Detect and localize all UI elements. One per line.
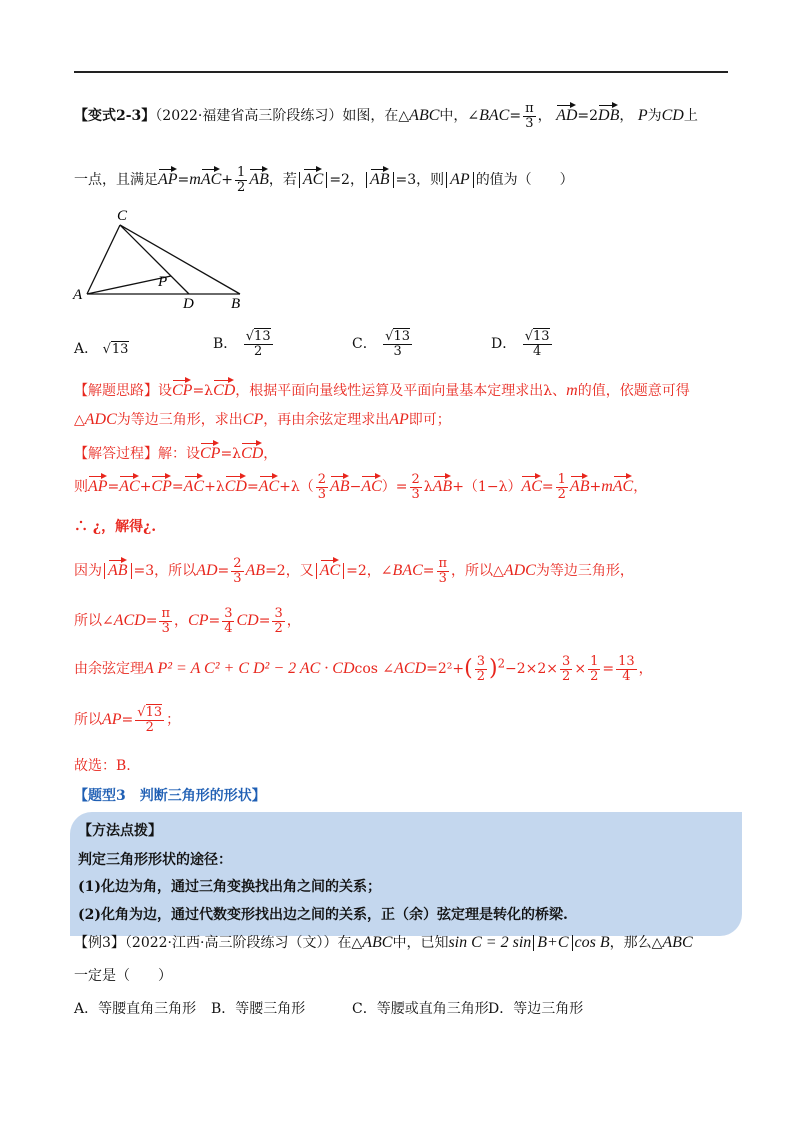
option-a[interactable] <box>74 338 129 358</box>
solution-idea-line-1 <box>74 378 690 400</box>
option-letter: B． <box>213 336 238 353</box>
fraction-num: 2 <box>317 472 327 487</box>
vector: DB <box>598 103 619 125</box>
fraction-den: 3 <box>393 343 402 359</box>
math-expr: cos B <box>574 934 610 951</box>
fraction-num: 2 <box>411 472 420 487</box>
math-var: ABC <box>409 107 440 125</box>
vector: AC <box>320 558 340 580</box>
fraction-num: √13 <box>137 705 163 720</box>
fraction-num: 3 <box>562 654 571 669</box>
radicand: 13 <box>393 329 411 344</box>
text: ， <box>174 613 189 630</box>
fraction <box>560 655 572 683</box>
option-c[interactable] <box>352 330 414 358</box>
radicand: 13 <box>111 342 129 357</box>
fraction-den: 2 <box>590 668 599 684</box>
math-var: AP <box>450 171 470 189</box>
math-op: +（1−λ） <box>452 479 522 496</box>
label-C: C <box>117 208 128 224</box>
text: 所以 <box>74 712 102 729</box>
exponent: 2 <box>497 656 506 671</box>
math-op: = <box>145 613 158 630</box>
math-var: ABC <box>662 934 693 951</box>
vector: AB <box>570 474 590 496</box>
math-op: + <box>221 172 234 189</box>
solution-step-4 <box>74 607 301 635</box>
problem-line-1: 【变式2-3】（2022·福建省高三阶段练习）如图，在△ABC中，∠BAC= $\frac{\pi}{3}$ ， AD=2DB， P为CD上 <box>74 101 698 131</box>
text: ，那么△ <box>609 935 663 951</box>
vector: AP <box>158 167 178 189</box>
math-var: ACD <box>394 660 427 678</box>
fraction-num: √13 <box>385 329 411 344</box>
math-op: = <box>258 613 271 630</box>
label-A: A <box>73 287 83 303</box>
problem-text: ，若 <box>268 172 297 189</box>
fraction-den: 2 <box>274 620 283 636</box>
option-letter: D． <box>491 336 517 353</box>
abs-value <box>316 563 344 579</box>
idea-tag: 【解题思路】 <box>74 383 158 399</box>
vector: AB <box>433 474 453 496</box>
math-op: = <box>541 479 554 496</box>
math-op: ）= <box>381 479 408 496</box>
math-var: ABC <box>362 934 393 951</box>
math-op: × <box>574 661 587 678</box>
fraction-num: 1 <box>590 654 599 669</box>
math-op: =2 <box>577 108 599 125</box>
section-title: 【题型3 判断三角形的形状】 <box>74 788 266 804</box>
vector: AD <box>556 103 577 125</box>
fraction-num: π <box>161 606 171 621</box>
vector: AC <box>303 167 323 189</box>
fraction <box>616 655 637 683</box>
math-var: P <box>637 107 648 125</box>
text: λ、 <box>543 383 567 399</box>
vector: AC <box>259 474 279 496</box>
fraction <box>231 557 243 585</box>
option-b[interactable] <box>213 330 275 358</box>
math-var: ADC <box>503 562 536 580</box>
text: 中，已知 <box>392 935 449 951</box>
math-op: =λ <box>192 383 214 399</box>
fraction <box>383 330 412 358</box>
abs-value <box>104 563 132 579</box>
text: ， <box>638 661 653 678</box>
fraction-den: 4 <box>224 620 233 636</box>
problem-tag: 【变式2-3】 <box>74 108 156 125</box>
math-op: cos ∠ <box>354 661 395 678</box>
math-op: = <box>121 712 134 729</box>
problem-text: =3，则 <box>395 172 445 189</box>
math-var: AD <box>196 562 218 580</box>
fraction-num: π <box>438 556 448 571</box>
example-tag: 【例3】 <box>74 935 125 951</box>
math-expr: sin C = 2 sin <box>448 934 532 951</box>
fraction-den: 2 <box>254 343 263 359</box>
math-var: CP <box>188 612 209 630</box>
fraction-num: 3 <box>224 606 233 621</box>
math-op: + <box>204 479 216 496</box>
math-op: = <box>602 661 615 678</box>
math-op: − <box>349 479 362 496</box>
math-op: = <box>208 613 221 630</box>
fraction-num: 3 <box>274 606 283 621</box>
math-var: CP <box>242 411 264 428</box>
fraction-den: 2 <box>237 179 246 195</box>
abs-value <box>299 172 327 188</box>
math-op: +λ（ <box>279 479 314 496</box>
solution-step-3 <box>74 557 634 585</box>
text: ， <box>286 613 301 630</box>
fraction-den: 2 <box>145 719 154 735</box>
fraction-num: 1 <box>557 472 566 487</box>
fraction <box>235 166 247 194</box>
fraction-num: √13 <box>245 329 271 344</box>
radicand: 13 <box>254 329 271 344</box>
math-op: + <box>139 479 152 496</box>
label-B: B <box>231 296 241 312</box>
text: ，所以△ <box>451 563 504 580</box>
vector: AB <box>370 167 390 189</box>
math-op: = <box>177 172 190 189</box>
math-var: CD <box>236 612 259 630</box>
math-op: + <box>589 479 602 496</box>
method-line-1: 判定三角形形状的途径： <box>78 852 232 868</box>
answer-line: 故选：B. <box>74 758 131 774</box>
vector: CD <box>213 378 235 400</box>
fraction-den: 3 <box>525 115 534 131</box>
text: 则 <box>74 479 88 496</box>
method-box <box>70 812 742 936</box>
fraction-den: 3 <box>161 620 170 636</box>
radicand: 13 <box>145 705 163 720</box>
math-expr: =2²+ <box>426 661 465 678</box>
vector: AC <box>201 167 221 189</box>
math-expr: A P² = A C² + C D² − 2 AC · CD <box>144 660 355 678</box>
segment-AC <box>87 225 120 294</box>
fraction-den: 4 <box>532 343 542 359</box>
fraction-den: 3 <box>233 570 242 586</box>
process-tag: 【解答过程】 <box>74 446 158 462</box>
problem-text: 的值为（ ） <box>475 172 574 189</box>
example-option-d[interactable]: D．等边三角形 <box>488 1001 584 1017</box>
fraction-num: 3 <box>476 654 486 669</box>
text: 因为 <box>74 563 102 580</box>
vector: AC <box>521 474 541 496</box>
fraction <box>135 706 164 734</box>
text: 即可； <box>408 412 451 428</box>
example-line-1 <box>74 933 693 952</box>
abs-value <box>366 172 394 188</box>
math-var: BAC <box>479 107 510 125</box>
vector: AB <box>330 474 350 496</box>
paren-group <box>533 935 572 951</box>
text: 设 <box>158 383 172 399</box>
solution-idea-line-2 <box>74 410 451 429</box>
math-var: m <box>566 382 578 399</box>
math-op: = <box>246 479 259 496</box>
vector: CD <box>225 474 247 496</box>
math-var: m <box>601 478 613 496</box>
fraction-num: 1 <box>237 165 246 180</box>
math-var: m <box>189 171 201 189</box>
fraction <box>437 557 450 585</box>
fraction <box>244 330 273 358</box>
problem-text: =2， <box>329 172 364 189</box>
vector: AC <box>361 474 381 496</box>
math-op: = <box>422 563 435 580</box>
vector: AC <box>119 474 139 496</box>
option-letter: A． <box>74 341 99 357</box>
problem-line-2 <box>74 166 574 194</box>
math-var: ACD <box>113 612 146 630</box>
fraction <box>316 473 328 501</box>
text: 的值，依题意可得 <box>577 383 690 399</box>
fraction-num: 13 <box>618 654 635 669</box>
fraction <box>410 473 422 501</box>
math-op: = <box>217 563 230 580</box>
problem-text: 一点，且满足 <box>74 172 158 189</box>
vector: CP <box>200 441 220 463</box>
fraction-den: 4 <box>622 668 631 684</box>
fraction <box>222 607 234 635</box>
header-rule <box>74 71 728 73</box>
math-op: =λ <box>220 446 242 462</box>
abs-value <box>446 172 474 188</box>
problem-text: 上 <box>683 108 698 125</box>
label-P: P <box>158 274 168 290</box>
example-line-2: 一定是（ ） <box>74 968 172 984</box>
math-var: CD <box>661 107 684 125</box>
method-line-2: (1)化边为角，通过三角变换找出角之间的关系； <box>78 879 381 895</box>
math-var: λ <box>215 479 225 496</box>
vector: CP <box>151 474 171 496</box>
fraction <box>588 655 600 683</box>
option-letter: C． <box>352 336 377 353</box>
fraction-den: 3 <box>438 570 447 586</box>
problem-text: 为 <box>647 108 662 125</box>
sqrt: √13 <box>102 342 129 357</box>
text: 在△ <box>337 935 363 951</box>
math-op: = <box>107 479 120 496</box>
example-source: （2022·江西·高三阶段练习（文）） <box>124 935 338 951</box>
segment-CD <box>120 225 189 294</box>
fraction <box>523 330 552 358</box>
example-option-b[interactable]: B．等腰三角形 <box>211 1001 306 1017</box>
math-var: ADC <box>84 411 117 428</box>
text: ，再由余弦定理求出 <box>263 412 390 428</box>
radicand: 13 <box>532 329 550 344</box>
example-option-c[interactable]: C．等腰或直角三角形 <box>352 1001 489 1017</box>
fraction-den: 2 <box>476 668 486 684</box>
vector: AC <box>184 474 204 496</box>
vector: CP <box>172 378 192 400</box>
math-op: = <box>509 108 522 125</box>
math-var: λ <box>423 479 433 496</box>
text: ， <box>263 446 278 462</box>
math-var: AP <box>389 411 409 428</box>
vector: CD <box>241 441 263 463</box>
vector: AC <box>613 474 633 496</box>
fraction <box>556 473 568 501</box>
fraction-den: 2 <box>562 668 571 684</box>
fraction <box>475 655 487 683</box>
text: ，根据平面向量线性运算及平面向量基本定理求出 <box>235 383 544 399</box>
option-d[interactable] <box>491 330 554 358</box>
triangle-figure <box>70 205 260 315</box>
fraction-num: √13 <box>524 329 550 344</box>
method-tag: 【方法点拨】 <box>78 823 162 839</box>
solution-step-2: ∴ ¿，解得¿. <box>74 519 157 535</box>
text: 解：设 <box>158 446 200 462</box>
fraction <box>523 102 536 130</box>
text: ， <box>633 479 648 496</box>
fraction-num: 2 <box>233 556 242 571</box>
math-expr: −2×2× <box>505 661 559 678</box>
example-option-a[interactable]: A．等腰直角三角形 <box>74 1001 197 1017</box>
vector: AB <box>249 167 269 189</box>
text: 由余弦定理 <box>74 661 144 678</box>
vector: AP <box>88 474 108 496</box>
fraction-num: π <box>525 101 534 116</box>
fraction <box>272 607 284 635</box>
text: 为等边三角形，求出 <box>116 412 243 428</box>
math-expr: B+C <box>537 934 569 951</box>
math-op: = <box>171 479 184 496</box>
solution-process-line <box>74 441 277 463</box>
text: 为等边三角形， <box>535 563 634 580</box>
solution-step-5: 由余弦定理A P² = A C² + C D² − 2 AC · CDcos ∠ACD=2²+( $\frac{3}{2}$ )$^2$−2×2× $\frac{3}{2}$ × $\frac{1}{2}$ = $\frac{13}{4}$ ， <box>74 654 653 684</box>
problem-source: （2022·福建省高三阶段练习） <box>155 108 343 125</box>
vector: AB <box>108 558 128 580</box>
text: ； <box>166 712 181 729</box>
text: △ <box>74 412 85 428</box>
fraction <box>159 607 172 635</box>
math-var: BAC <box>392 562 423 580</box>
math-var: AP <box>102 711 122 729</box>
text: 所以∠ <box>74 613 114 630</box>
problem-text: 中，∠ <box>439 108 480 125</box>
text: =3，所以 <box>133 563 197 580</box>
math-var: AB <box>245 562 266 580</box>
label-D: D <box>183 296 194 312</box>
fraction-den: 3 <box>411 486 420 502</box>
fraction-den: 3 <box>317 486 327 502</box>
solution-step-1 <box>74 473 647 501</box>
text: =2，又 <box>265 563 314 580</box>
fraction-den: 2 <box>557 486 566 502</box>
problem-text: 如图，在△ <box>342 108 410 125</box>
method-line-3: (2)化角为边，通过代数变形找出边之间的关系，正（余）弦定理是转化的桥梁. <box>78 907 568 923</box>
solution-step-6 <box>74 706 180 734</box>
text: =2，∠ <box>346 563 393 580</box>
